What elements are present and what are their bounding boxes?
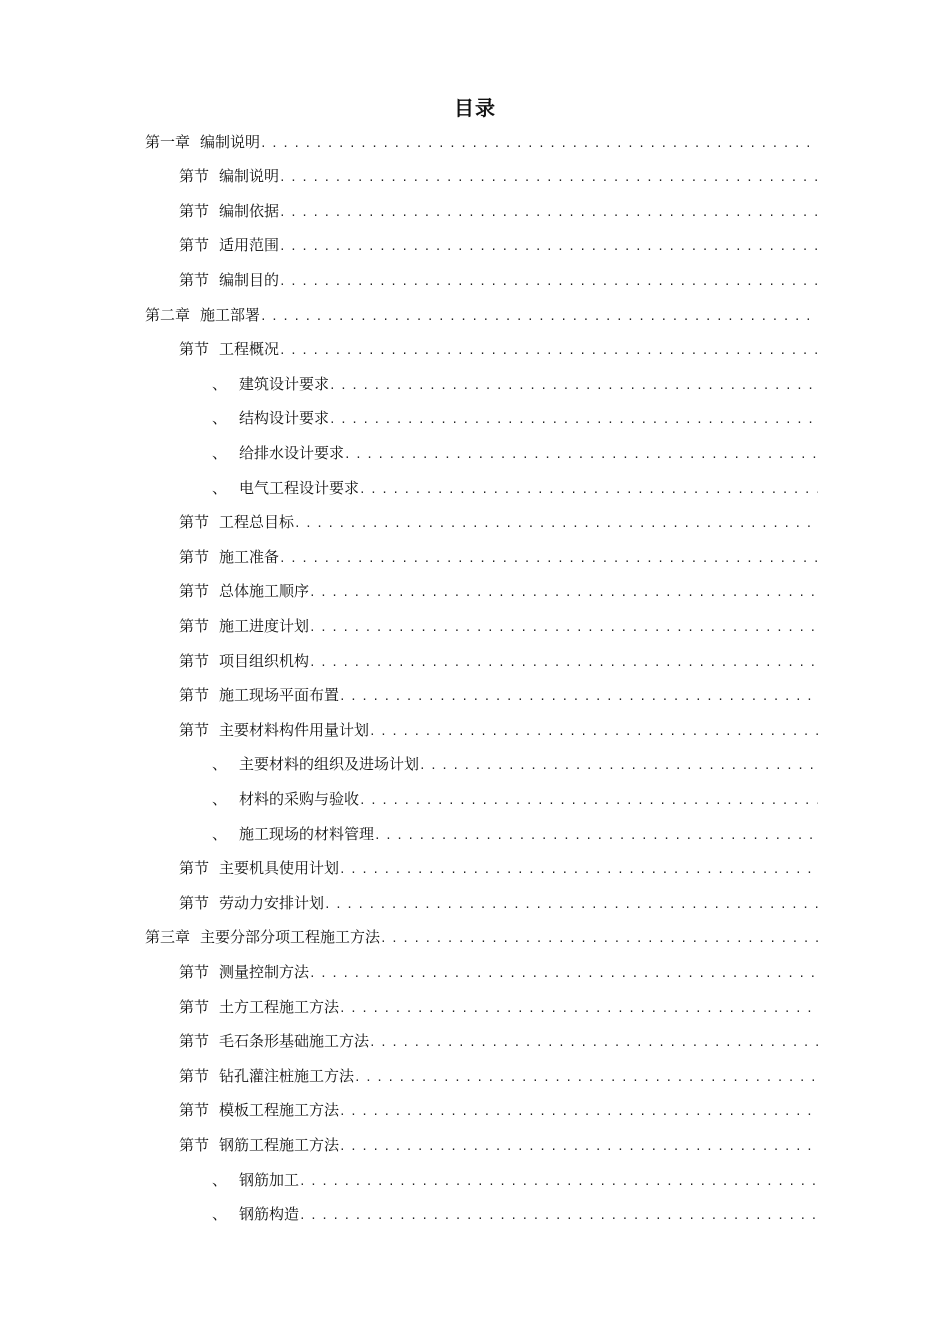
toc-dot-leader [329, 379, 818, 392]
toc-entry[interactable] [179, 647, 818, 673]
toc-dot-leader [309, 656, 818, 669]
toc-dot-leader [279, 344, 818, 357]
toc-entry-prefix: 第节 [179, 997, 210, 1016]
toc-entry-label: 主要分部分项工程施工方法 [200, 928, 381, 947]
toc-entry-label: 编制依据 [219, 201, 280, 220]
toc-entry-label: 材料的采购与验收 [239, 789, 360, 808]
toc-entry-label: 施工准备 [219, 547, 280, 566]
toc-entry[interactable] [212, 785, 818, 811]
toc-entry-label: 建筑设计要求 [239, 374, 330, 393]
toc-entry[interactable] [179, 509, 818, 535]
toc-entry-prefix: 、 [212, 443, 228, 462]
toc-dot-leader [279, 275, 818, 288]
toc-entry[interactable] [179, 1028, 818, 1054]
toc-dot-leader [299, 1209, 818, 1222]
toc-entry-label: 主要材料的组织及进场计划 [239, 755, 420, 774]
toc-dot-leader [279, 206, 818, 219]
toc-entry-prefix: 、 [212, 755, 228, 774]
toc-entry-prefix: 第节 [179, 651, 210, 670]
toc-entry-prefix: 第节 [179, 167, 210, 186]
toc-entry[interactable] [179, 1062, 818, 1088]
toc-entry-prefix: 第节 [179, 236, 210, 255]
toc-dot-leader [339, 690, 818, 703]
toc-entry[interactable] [212, 370, 818, 396]
toc-entry[interactable] [212, 1201, 818, 1227]
toc-entry[interactable] [179, 197, 818, 223]
toc-entry[interactable] [212, 405, 818, 431]
toc-entry-prefix: 第节 [179, 859, 210, 878]
toc-entry-prefix: 第节 [179, 513, 210, 532]
toc-entry-label: 土方工程施工方法 [219, 997, 340, 1016]
toc-entry-label: 钢筋加工 [239, 1170, 300, 1189]
toc-entry-label: 劳动力安排计划 [219, 893, 325, 912]
toc-entry-label: 编制目的 [219, 270, 280, 289]
toc-entry-label: 结构设计要求 [239, 409, 330, 428]
toc-entry-label: 适用范围 [219, 236, 280, 255]
toc-entry[interactable] [179, 336, 818, 362]
toc-entry-label: 给排水设计要求 [239, 443, 345, 462]
toc-dot-leader [359, 483, 818, 496]
toc-entry-prefix: 、 [212, 409, 228, 428]
toc-entry-label: 主要机具使用计划 [219, 859, 340, 878]
toc-entry[interactable] [145, 301, 818, 327]
toc-dot-leader [309, 586, 818, 599]
toc-entry-prefix: 第节 [179, 582, 210, 601]
toc-entry-prefix: 第节 [179, 1032, 210, 1051]
toc-entry-label: 施工进度计划 [219, 616, 310, 635]
page-title: 目录 [454, 96, 496, 120]
toc-entry-prefix: 第节 [179, 893, 210, 912]
toc-entry[interactable] [179, 855, 818, 881]
toc-entry-label: 主要材料构件用量计划 [219, 720, 370, 739]
toc-entry-label: 编制说明 [200, 132, 261, 151]
toc-entry-prefix: 、 [212, 374, 228, 393]
toc-entry[interactable] [212, 820, 818, 846]
toc-dot-leader [324, 898, 818, 911]
toc-entry-prefix: 第节 [179, 547, 210, 566]
toc-entry[interactable] [179, 1097, 818, 1123]
toc-entry-prefix: 、 [212, 789, 228, 808]
toc-dot-leader [339, 1105, 818, 1118]
toc-entry[interactable] [179, 232, 818, 258]
toc-entry-prefix: 第二章 [145, 305, 191, 324]
toc-entry[interactable] [179, 1131, 818, 1157]
toc-entry-label: 钻孔灌注桩施工方法 [219, 1066, 355, 1085]
toc-dot-leader [279, 171, 818, 184]
toc-entry-label: 总体施工顺序 [219, 582, 310, 601]
toc-entry-label: 工程概况 [219, 340, 280, 359]
toc-entry-label: 编制说明 [219, 167, 280, 186]
toc-dot-leader [344, 448, 818, 461]
toc-entry[interactable] [179, 543, 818, 569]
toc-entry[interactable] [212, 1166, 818, 1192]
toc-entry[interactable] [212, 474, 818, 500]
toc-entry-prefix: 、 [212, 478, 228, 497]
toc-entry-prefix: 、 [212, 1170, 228, 1189]
toc-entry-label: 施工现场平面布置 [219, 686, 340, 705]
toc-entry[interactable] [145, 924, 818, 950]
toc-entry-label: 毛石条形基础施工方法 [219, 1032, 370, 1051]
toc-entry-label: 施工部署 [200, 305, 261, 324]
toc-dot-leader [309, 621, 818, 634]
toc-entry-label: 模板工程施工方法 [219, 1101, 340, 1120]
toc-entry-label: 钢筋构造 [239, 1205, 300, 1224]
toc-dot-leader [294, 517, 818, 530]
toc-dot-leader [374, 829, 818, 842]
toc-entry-label: 电气工程设计要求 [239, 478, 360, 497]
toc-dot-leader [279, 240, 818, 253]
toc-entry-prefix: 第节 [179, 1101, 210, 1120]
toc-dot-leader [299, 1175, 818, 1188]
toc-entry-prefix: 第节 [179, 720, 210, 739]
toc-entry-label: 施工现场的材料管理 [239, 824, 375, 843]
toc-entry-prefix: 、 [212, 1205, 228, 1224]
toc-entry-prefix: 第节 [179, 686, 210, 705]
toc-dot-leader [260, 310, 818, 323]
toc-entry-label: 工程总目标 [219, 513, 295, 532]
toc-entry-prefix: 第节 [179, 340, 210, 359]
toc-entry[interactable] [145, 128, 818, 154]
toc-entry-prefix: 第节 [179, 1135, 210, 1154]
toc-entry-label: 项目组织机构 [219, 651, 310, 670]
toc-entry[interactable] [179, 612, 818, 638]
toc-entry[interactable] [179, 682, 818, 708]
toc-entry[interactable] [179, 163, 818, 189]
toc-dot-leader [419, 759, 818, 772]
toc-entry[interactable] [212, 439, 818, 465]
toc-entry-prefix: 第节 [179, 616, 210, 635]
toc-entry-prefix: 第节 [179, 201, 210, 220]
toc-dot-leader [279, 552, 818, 565]
toc-dot-leader [359, 794, 818, 807]
toc-entry-prefix: 第节 [179, 270, 210, 289]
toc-entry-prefix: 第节 [179, 962, 210, 981]
toc-entry-label: 钢筋工程施工方法 [219, 1135, 340, 1154]
toc-entry-prefix: 、 [212, 824, 228, 843]
toc-entry-label: 测量控制方法 [219, 962, 310, 981]
toc-dot-leader [369, 1036, 818, 1049]
toc-dot-leader [339, 1140, 818, 1153]
toc-entry[interactable] [179, 578, 818, 604]
toc-entry[interactable] [179, 958, 818, 984]
toc-dot-leader [339, 863, 818, 876]
toc-dot-leader [369, 725, 818, 738]
toc-entry[interactable] [179, 993, 818, 1019]
toc-entry-prefix: 第一章 [145, 132, 191, 151]
toc-dot-leader [329, 413, 818, 426]
toc-entry[interactable] [212, 751, 818, 777]
toc-entry-prefix: 第节 [179, 1066, 210, 1085]
toc-dot-leader [309, 967, 818, 980]
toc-dot-leader [380, 932, 818, 945]
toc-entry[interactable] [179, 716, 818, 742]
toc-dot-leader [339, 1002, 818, 1015]
toc-dot-leader [354, 1071, 818, 1084]
toc-dot-leader [260, 137, 818, 150]
toc-entry[interactable] [179, 266, 818, 292]
toc-entry-prefix: 第三章 [145, 928, 191, 947]
toc-entry[interactable] [179, 889, 818, 915]
